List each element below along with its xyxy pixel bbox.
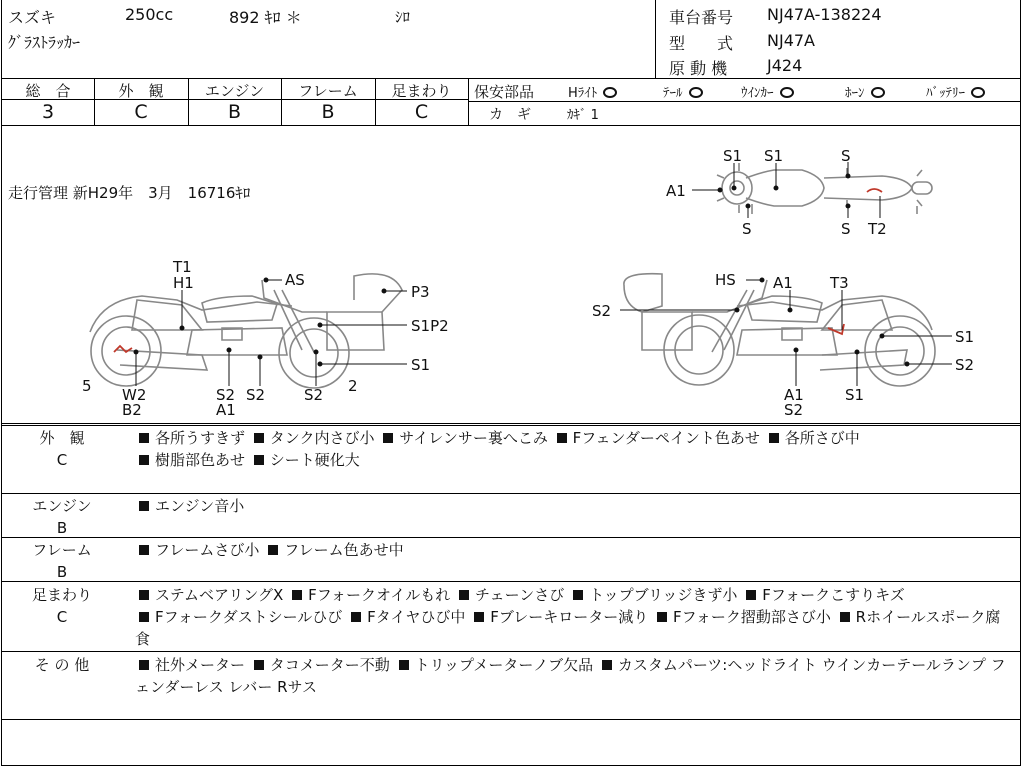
left-label-2: 2 — [348, 377, 358, 395]
bullet-icon — [746, 590, 756, 600]
ok-circle-icon — [871, 87, 885, 98]
top-label-s-bottom-left: S — [742, 220, 752, 238]
bullet-icon — [557, 433, 567, 443]
left-label-s2a: S2 — [216, 386, 236, 404]
section-other-text: 社外メーター タコメーター不動 トリップメーターノブ欠品 カスタムパーツ:ヘッドライト ウインカーテールランプ フェンダーレス レバー Rサス — [135, 656, 1006, 696]
top-label-s1a: S1 — [723, 147, 743, 165]
safety-horn: ﾎｰﾝ — [845, 82, 885, 101]
section-engine-text: エンジン音小 — [135, 495, 1015, 517]
ok-circle-icon — [603, 87, 617, 98]
section-suspension-label: 足まわり C — [31, 586, 92, 626]
section-exterior-label: 外 観 C — [39, 429, 85, 469]
left-label-s1: S1 — [411, 356, 431, 374]
bullet-icon — [268, 545, 278, 555]
section-suspension-text: ステムベアリングX Fフォークオイルもれ チェーンさび トップブリッジきず小 Fフォークこすりキズ Fフォークダストシールひび Fタイヤひび中 Fブレーキローター減り Fフォーク摺動部さび小 Rホイールスポーク腐食 — [135, 586, 1001, 648]
bullet-icon — [254, 660, 264, 670]
right-label-s2c: S2 — [784, 401, 804, 419]
left-label-a1: A1 — [216, 401, 236, 419]
double-line — [2, 423, 1020, 426]
section-frame-label: フレーム B — [32, 541, 92, 581]
type-label: 型 式 — [669, 34, 734, 53]
grade-exterior-value: C — [134, 101, 148, 123]
grid-line — [2, 493, 1020, 494]
right-label-a1b: A1 — [784, 386, 804, 404]
grid-line — [468, 78, 469, 126]
bullet-icon — [139, 590, 149, 600]
grade-engine-value: B — [227, 101, 242, 123]
section-engine-label: エンジン B — [32, 497, 92, 537]
safety-tail: ﾃｰﾙ — [663, 82, 703, 101]
bullet-icon — [139, 545, 149, 555]
grade-overall-value: 3 — [41, 101, 55, 123]
right-label-t3: T3 — [830, 274, 849, 292]
grade-exterior-label: 外 観 — [118, 82, 164, 100]
damage-mark-t2 — [867, 189, 882, 192]
grade-suspension-value: C — [414, 101, 429, 123]
key-label: カ ギ — [489, 107, 531, 123]
displacement: 250cc — [125, 5, 174, 24]
frame-no: NJ47A-138224 — [767, 5, 882, 24]
right-label-s1: S1 — [955, 328, 975, 346]
row-line — [2, 78, 1020, 79]
grade-suspension-label: 足まわり — [391, 82, 452, 100]
bullet-icon — [351, 612, 361, 622]
inspection-sheet — [1, 0, 1021, 766]
bullet-icon — [139, 501, 149, 511]
header-divider — [655, 0, 656, 78]
top-label-s-bottom: S — [841, 220, 851, 238]
maker: スズキ — [8, 8, 57, 27]
grid-line — [2, 537, 1020, 538]
grade-overall-label: 総 合 — [25, 82, 71, 100]
left-label-w2: W2 — [122, 386, 147, 404]
grid-line — [2, 651, 1020, 652]
bullet-icon — [399, 660, 409, 670]
bullet-icon — [459, 590, 469, 600]
right-label-hs: HS — [715, 271, 736, 289]
model-name: ｸﾞﾗｽﾄﾗｯｶｰ — [8, 33, 81, 52]
engine-label: 原 動 機 — [669, 59, 728, 78]
section-frame-text: フレームさび小 フレーム色あせ中 — [135, 539, 1015, 561]
section-exterior-text: 各所うすきず タンク内さび小 サイレンサー裏へこみ Fフェンダーペイント色あせ 各所さび中 樹脂部色あせ シート硬化大 — [135, 427, 1015, 471]
bullet-icon — [139, 455, 149, 465]
bullet-icon — [573, 590, 583, 600]
bullet-icon — [292, 590, 302, 600]
grade-frame-label: フレーム — [298, 82, 358, 100]
left-label-h1: H1 — [173, 274, 194, 292]
bullet-icon — [657, 612, 667, 622]
safety-winker: ｳｲﾝｶｰ — [741, 82, 794, 101]
grade-engine-label: エンジン — [204, 82, 265, 100]
left-label-s2b: S2 — [246, 386, 266, 404]
engine-value: J424 — [767, 56, 803, 75]
frame-no-label: 車台番号 — [669, 8, 734, 27]
left-label-p3: P3 — [411, 283, 430, 301]
mileage: 892 ｷﾛ ＊ — [229, 8, 302, 27]
top-label-a1: A1 — [666, 182, 686, 200]
color: ｼﾛ — [395, 8, 411, 26]
bullet-icon — [254, 433, 264, 443]
grid-line — [468, 101, 1020, 102]
damage-diagram — [2, 126, 1020, 424]
left-label-t1: T1 — [173, 258, 192, 276]
bullet-icon — [139, 660, 149, 670]
bullet-icon — [474, 612, 484, 622]
bullet-icon — [769, 433, 779, 443]
bullet-icon — [383, 433, 393, 443]
ok-circle-icon — [689, 87, 703, 98]
type-value: NJ47A — [767, 31, 815, 50]
right-label-s2: S2 — [592, 302, 612, 320]
left-label-s1p2: S1P2 — [411, 317, 449, 335]
right-label-s1b: S1 — [845, 386, 865, 404]
top-label-s1b: S1 — [764, 147, 784, 165]
left-label-5: 5 — [82, 377, 92, 395]
left-label-s2c: S2 — [304, 386, 324, 404]
safety-battery: ﾊﾞｯﾃﾘｰ — [926, 82, 985, 101]
safety-label: 保安部品 — [474, 83, 535, 101]
key-value: ｶｷﾞ 1 — [567, 108, 599, 123]
motorcycle-left-view — [90, 274, 402, 388]
odometer-note: 走行管理 新H29年 3月 16716ｷﾛ — [8, 184, 251, 202]
bullet-icon — [139, 433, 149, 443]
right-label-s2b: S2 — [955, 356, 975, 374]
grade-frame-value: B — [321, 101, 335, 123]
bullet-icon — [139, 612, 149, 622]
bullet-icon — [602, 660, 612, 670]
section-other-label: そ の 他 — [34, 656, 90, 674]
top-label-t2: T2 — [868, 220, 887, 238]
safety-headlight: Hﾗｲﾄ — [568, 82, 617, 101]
ok-circle-icon — [780, 87, 794, 98]
bullet-icon — [254, 455, 264, 465]
bullet-icon — [840, 612, 850, 622]
right-label-a1: A1 — [773, 274, 793, 292]
top-label-s: S — [841, 147, 851, 165]
left-label-as: AS — [285, 271, 305, 289]
grid-line — [2, 719, 1020, 720]
ok-circle-icon — [971, 87, 985, 98]
grid-line — [2, 581, 1020, 582]
left-label-b2: B2 — [122, 401, 142, 419]
